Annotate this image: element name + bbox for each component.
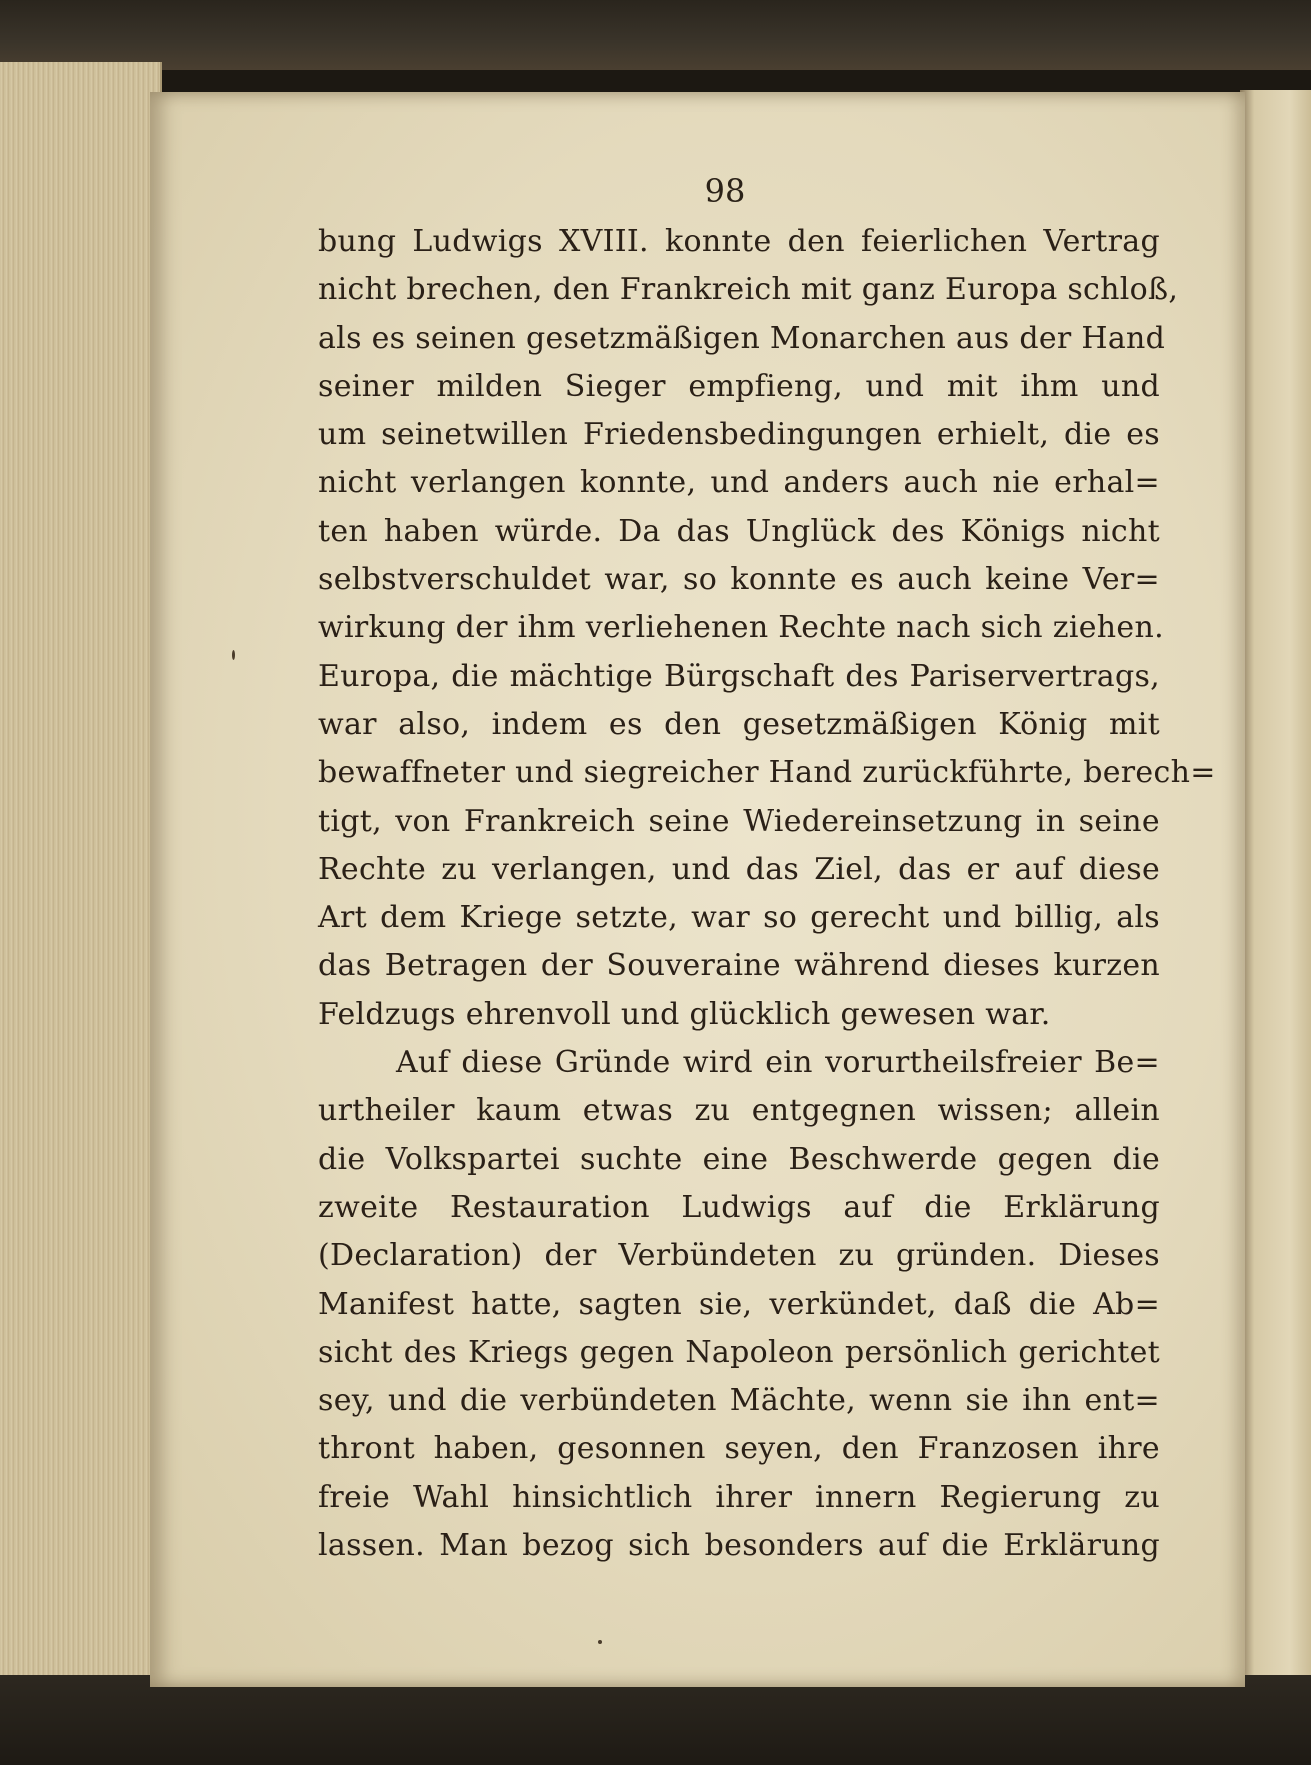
paper-speck [232,650,235,660]
text-line: sey, und die verbündeten Mächte, wenn sie ihn ent= [318,1383,1160,1419]
page-number: 98 [704,172,746,210]
text-line: wirkung der ihm verliehenen Rechte nach sich ziehen. [318,610,1164,646]
text-line: nicht brechen, den Frankreich mit ganz Europa schloß, [318,272,1179,308]
text-line: ten haben würde. Da das Unglück des Königs nicht [318,513,1160,549]
text-line: das Betragen der Souveraine während dieses kurzen [318,948,1160,984]
text-line: (Declaration) der Verbündeten zu gründen. Dieses [318,1238,1160,1274]
paper-speck [598,1640,602,1644]
right-page-edge [1240,90,1311,1690]
text-line: tigt, von Frankreich seine Wiedereinsetzung in seine [318,803,1160,839]
text-line: nicht verlangen konnte, und anders auch nie erhal= [318,465,1160,501]
text-line: bung Ludwigs XVIII. konnte den feierlichen Vertrag [318,224,1160,259]
text-line: zweite Restauration Ludwigs auf die Erklärung [318,1189,1160,1225]
page-edges [0,62,162,1692]
text-line: war also, indem es den gesetzmäßigen König mit [318,706,1160,742]
text-line: thront haben, gesonnen seyen, den Franzosen ihre [318,1431,1160,1467]
text-line: sicht des Kriegs gegen Napoleon persönlich gerichtet [318,1334,1160,1370]
text-line: Europa, die mächtige Bürgschaft des Pariservertrags, [318,658,1160,694]
text-line: bewaffneter und siegreicher Hand zurückführte, berech= [318,755,1216,791]
text-line: um seinetwillen Friedensbedingungen erhielt, die es [318,417,1160,453]
text-line: seiner milden Sieger empfieng, und mit ihm und [318,368,1160,404]
text-line: freie Wahl hinsichtlich ihrer innern Regierung zu [318,1479,1160,1515]
text-line: urtheiler kaum etwas zu entgegnen wissen; allein [318,1093,1160,1129]
text-line: Rechte zu verlangen, und das Ziel, das er auf diese [318,851,1160,887]
text-line: als es seinen gesetzmäßigen Monarchen aus der Hand [318,320,1166,356]
book-cover-bottom [0,1675,1311,1765]
text-line: Manifest hatte, sagten sie, verkündet, daß die Ab= [318,1286,1160,1322]
text-line: Feldzugs ehrenvoll und glücklich gewesen war. [318,996,1051,1032]
text-line: die Volkspartei suchte eine Beschwerde gegen die [318,1141,1160,1177]
text-line: Auf diese Gründe wird ein vorurtheilsfreier Be= [396,1045,1160,1081]
text-line: selbstverschuldet war, so konnte es auch keine Ver= [318,562,1160,598]
book-cover-top [0,0,1311,70]
text-line: Art dem Kriege setzte, war so gerecht und billig, als [318,900,1160,936]
page-text [318,218,1216,1570]
text-line: lassen. Man bezog sich besonders auf die Erklärung [318,1528,1160,1564]
